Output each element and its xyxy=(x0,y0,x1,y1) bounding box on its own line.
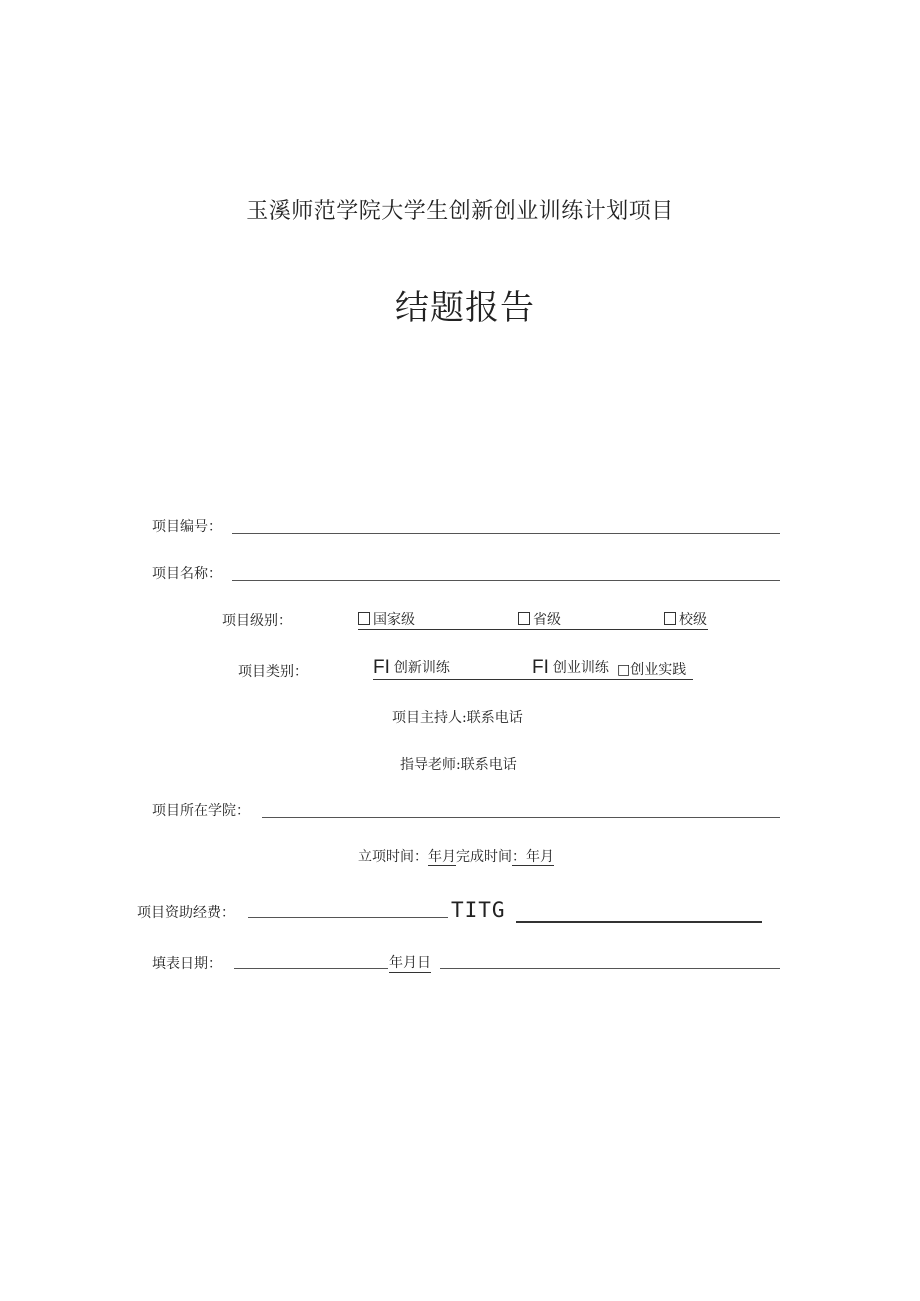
fill-date-label: 填表日期： xyxy=(152,956,222,972)
project-host-label: 项目主持人:联系电话 xyxy=(392,710,523,726)
start-time-label: 立项时间： xyxy=(358,849,428,865)
fill-date-field-extension[interactable] xyxy=(440,968,780,969)
category-option-innovation[interactable]: FI 创新训练 xyxy=(373,657,450,678)
checkbox-mark: FI xyxy=(373,657,390,678)
funding-mark: TITG xyxy=(451,898,506,922)
completion-time-label: 完成时间 xyxy=(456,849,512,865)
college-field[interactable] xyxy=(262,817,780,818)
checkbox-mark: FI xyxy=(532,657,549,678)
college-label: 项目所在学院： xyxy=(152,803,250,819)
level-option-national[interactable]: 国家级 xyxy=(358,611,415,629)
project-number-label: 项目编号： xyxy=(152,519,222,535)
report-title: 结题报告 xyxy=(395,288,535,328)
checkbox-icon xyxy=(518,612,530,625)
start-time-field[interactable]: 年月 xyxy=(428,849,456,865)
project-category-label: 项目类别： xyxy=(238,664,308,680)
project-category-options xyxy=(373,659,693,680)
fill-date-ymd: 年月日 xyxy=(389,955,431,971)
project-name-label: 项目名称： xyxy=(152,566,222,582)
project-name-field[interactable] xyxy=(232,580,780,581)
completion-time-field[interactable]: ：年月 xyxy=(512,849,554,865)
project-time-row xyxy=(358,848,554,866)
funding-field[interactable] xyxy=(248,917,448,918)
project-level-options xyxy=(358,611,708,630)
level-option-school[interactable]: 校级 xyxy=(664,611,707,629)
funding-label: 项目资助经费： xyxy=(137,905,235,921)
checkbox-icon: □ xyxy=(617,662,631,678)
fill-date-field[interactable] xyxy=(234,968,388,969)
advisor-label: 指导老师:联系电话 xyxy=(400,757,517,773)
funding-field-extension[interactable] xyxy=(516,921,762,923)
project-number-field[interactable] xyxy=(232,533,780,534)
checkbox-icon xyxy=(664,612,676,625)
category-option-entrepreneurship-training[interactable]: FI 创业训练 xyxy=(532,657,609,678)
category-option-entrepreneurship-practice[interactable]: □创业实践 xyxy=(617,662,687,678)
level-option-provincial[interactable]: 省级 xyxy=(518,611,561,629)
checkbox-icon xyxy=(358,612,370,625)
report-program-title: 玉溪师范学院大学生创新创业训练计划项目 xyxy=(246,199,674,224)
project-level-label: 项目级别： xyxy=(222,613,292,629)
